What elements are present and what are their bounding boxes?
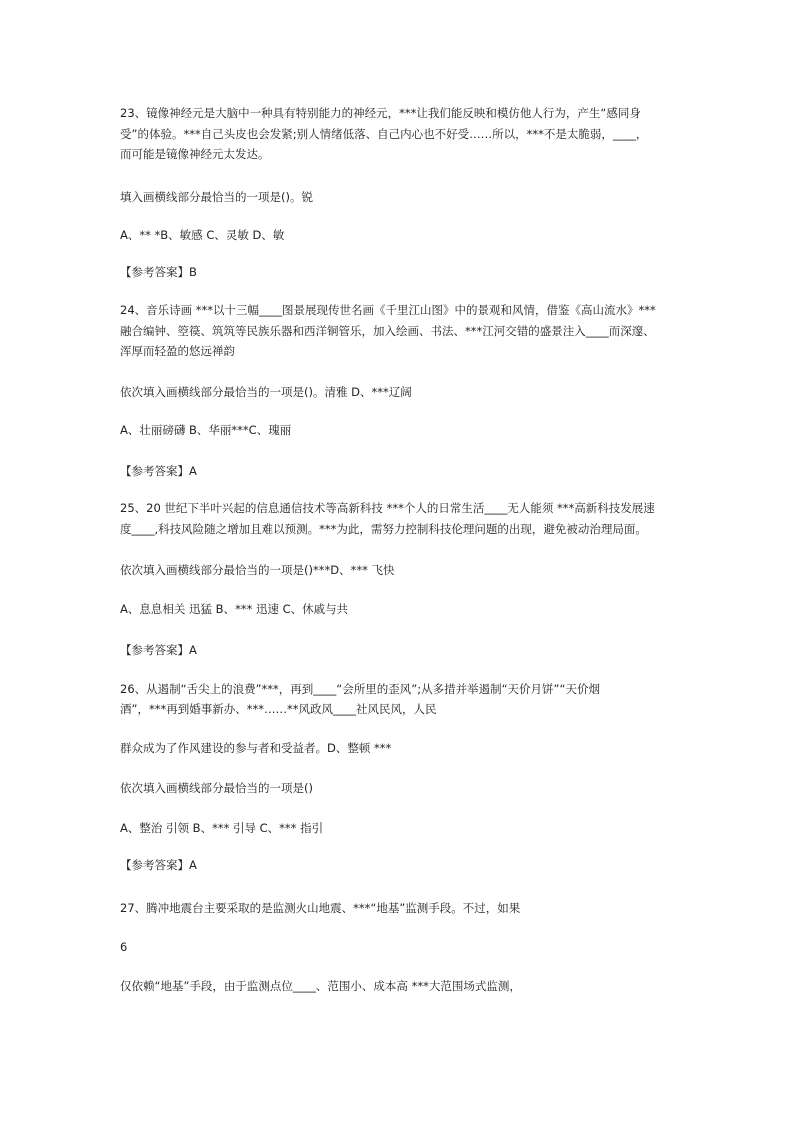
q24-options: A、壮丽磅礴 B、华丽***C、瑰丽 — [120, 423, 292, 437]
q24-answer: 【参考答案】A — [120, 464, 197, 478]
q26-prompt: 依次填入画横线部分最恰当的一项是() — [120, 781, 313, 795]
q25-options: A、息息相关 迅猛 B、*** 迅速 C、休戚与共 — [120, 602, 349, 616]
q24-prompt: 依次填入画横线部分最恰当的一项是()。清雅 D、***辽阔 — [120, 385, 412, 399]
q25-answer: 【参考答案】A — [120, 643, 197, 657]
q25-text-line-2: 度____,科技风险随之增加且难以预测。***为此，需努力控制科技伦理问题的出现，避免被动治理局面。 — [120, 522, 647, 536]
q27-text-line-1: 27、腾冲地震台主要采取的是监测火山地震、***“地基”监测手段。不过，如果 — [120, 901, 521, 915]
q23-answer: 【参考答案】B — [120, 265, 197, 279]
q26-text-line-2: 酒”，***再到婚事新办、***……**风政风____社风民风，人民 — [120, 702, 437, 716]
q23-options: A、** *B、敏感 C、灵敏 D、敏 — [120, 228, 285, 242]
q26-text-line-3: 群众成为了作风建设的参与者和受益者。D、整顿 *** — [120, 741, 392, 755]
q24-text-line-1: 24、音乐诗画 ***以十三幅____图景展现传世名画《千里江山图》中的景观和风情，借鉴《高山流水》*** — [120, 303, 656, 317]
q26-options: A、整治 引领 B、*** 引导 C、*** 指引 — [120, 821, 324, 835]
q26-text-line-1: 26、从遏制“舌尖上的浪费”***，再到____“会所里的歪风”;从多措并举遏制“天价月饼”“天价烟 — [120, 682, 600, 696]
q27-text-line-2: 仅依赖“地基”手段，由于监测点位____、范围小、成本高 ***大范围场式监测， — [120, 979, 521, 993]
q23-text-line-1: 23、镜像神经元是大脑中一种具有特别能力的神经元，***让我们能反映和模仿他人行为，产生“感同身 — [120, 106, 641, 120]
q23-prompt: 填入画横线部分最恰当的一项是()。锐 — [120, 190, 313, 204]
q24-text-line-3: 浑厚而轻盈的悠远禅韵 — [120, 344, 235, 358]
q23-text-line-3: 而可能是镜像神经元太发达。 — [120, 147, 270, 161]
q23-text-line-2: 受”的体验。***自己头皮也会发紧;别人情绪低落、自己内心也不好受……所以，***不是太脆弱，____， — [120, 127, 648, 141]
page-number: 6 — [120, 940, 128, 954]
q25-text-line-1: 25、20 世纪下半叶兴起的信息通信技术等高新科技 ***个人的日常生活____无人能须 ***高新科技发展速 — [120, 501, 655, 515]
q26-answer: 【参考答案】A — [120, 858, 197, 872]
q24-text-line-2: 融合编钟、箜篌、筑筑等民族乐器和西洋铜管乐，加入绘画、书法、***江河交错的盛景注入____而深邃、 — [120, 324, 655, 338]
q25-prompt: 依次填入画横线部分最恰当的一项是()***D、*** 飞快 — [120, 563, 395, 577]
